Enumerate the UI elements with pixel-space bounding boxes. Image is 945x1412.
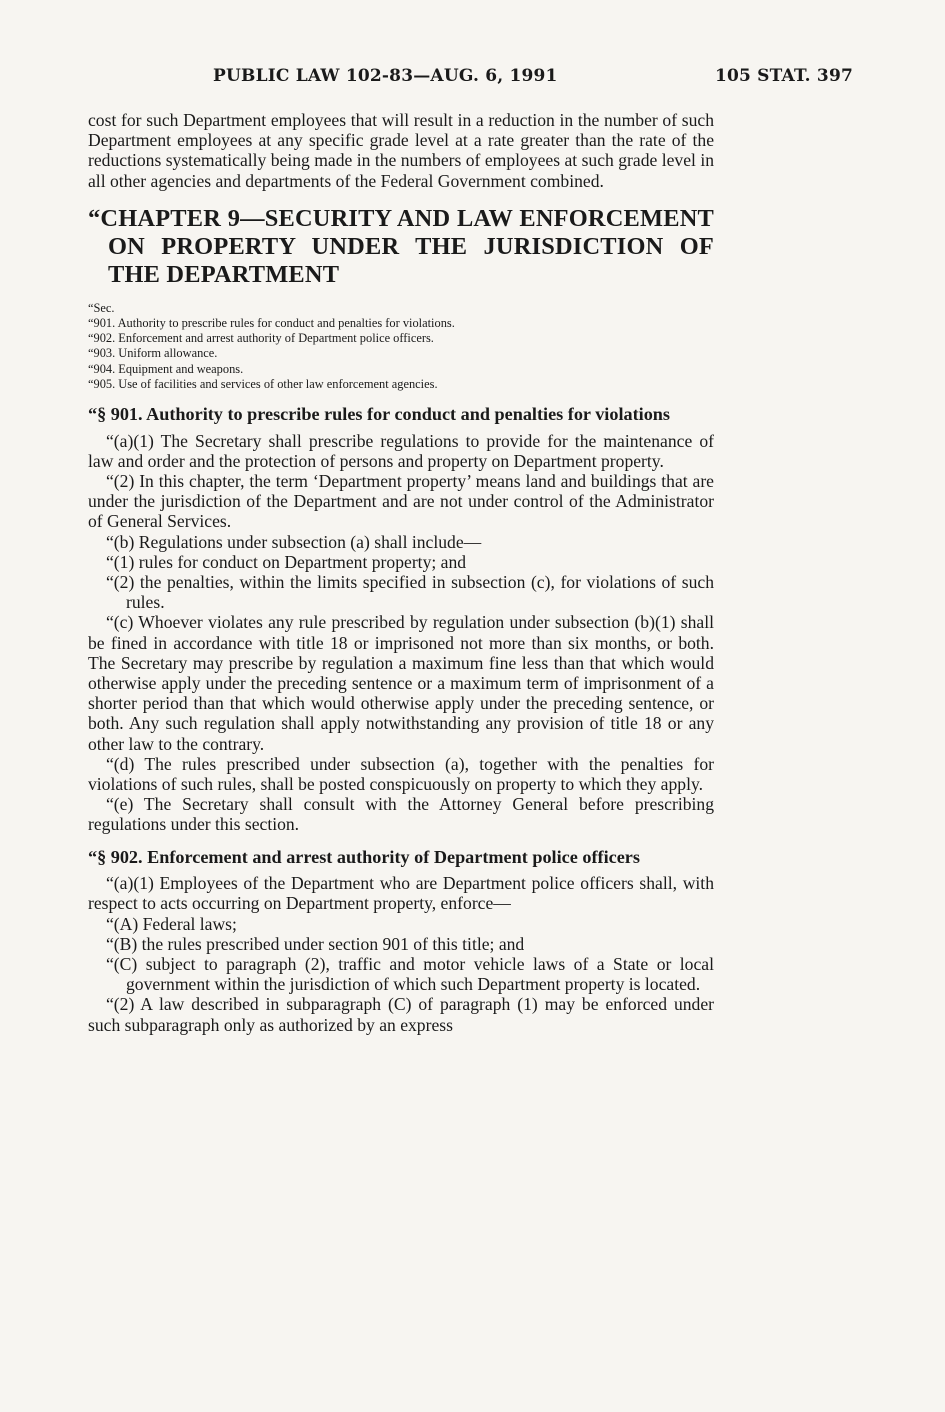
section-901-para-b1: “(1) rules for conduct on Department property; and	[106, 551, 467, 572]
section-902-heading: “§ 902. Enforcement and arrest authority of Department police officers	[88, 846, 640, 867]
header-page-ref: 105 STAT. 397	[714, 66, 853, 86]
intro-paragraph: cost for such Department employees that will result in a reduction in the number of such Department employees at any specific grade level at a rate greater than the rate of the reductions systematically being made in the numbers of employees at such grade level in all other agencies and departments of the Federal Government combined.	[88, 110, 714, 191]
toc-item-905: “905. Use of facilities and services of other law enforcement agencies.	[88, 376, 438, 391]
section-901-para-d: “(d) The rules prescribed under subsection (a), together with the penalties for violations of such rules, shall be posted conspicuously on property to which they apply.	[88, 753, 714, 794]
toc-item-901: “901. Authority to prescribe rules for conduct and penalties for violations.	[88, 316, 455, 331]
toc-item-903: “903. Uniform allowance.	[88, 346, 218, 361]
toc-item-902: “902. Enforcement and arrest authority of Department police officers.	[88, 331, 434, 346]
section-901-para-c: “(c) Whoever violates any rule prescribed by regulation under subsection (b)(1) shall be fined in accordance with title 18 or imprisoned not more than six months, or both. The Secretary may prescribe by regulation a maximum fine less than that which would otherwise apply under the preceding sentence or a maximum term of imprisonment of a shorter period than that which would otherwise apply under the preceding sentence, or both. Any such regulation shall apply notwithstanding any provision of title 18 or any other law to the contrary.	[88, 612, 714, 754]
section-902-para-a2: “(2) A law described in subparagraph (C) of paragraph (1) may be enforced under such subparagraph only as authorized by an express	[88, 994, 714, 1035]
section-902-para-C: “(C) subject to paragraph (2), traffic and motor vehicle laws of a State or local government within the jurisdiction of which such Department property is located.	[106, 953, 714, 995]
document-body	[88, 110, 714, 1035]
section-901-para-b2: “(2) the penalties, within the limits specified in subsection (c), for violations of such rules.	[106, 571, 714, 613]
section-table-of-contents	[88, 301, 714, 392]
section-901-heading: “§ 901. Authority to prescribe rules for conduct and penalties for violations	[88, 404, 670, 425]
section-901-para-a1: “(a)(1) The Secretary shall prescribe regulations to provide for the maintenance of law and order and the protection of persons and property on Department property.	[88, 430, 714, 471]
section-901-para-a2: “(2) In this chapter, the term ‘Department property’ means land and buildings that are under the jurisdiction of the Department and are not under control of the Administrator of General Services.	[88, 470, 714, 532]
section-902-para-a1: “(a)(1) Employees of the Department who are Department police officers shall, with respect to acts occurring on Department property, enforce—	[88, 873, 714, 914]
toc-label: “Sec.	[88, 300, 115, 315]
section-902-para-B: “(B) the rules prescribed under section 901 of this title; and	[106, 933, 525, 954]
header-title: PUBLIC LAW 102-83—AUG. 6, 1991	[213, 66, 558, 86]
section-901-para-e: “(e) The Secretary shall consult with the Attorney General before prescribing regulations under this section.	[88, 794, 714, 835]
running-header	[88, 66, 853, 90]
toc-item-904: “904. Equipment and weapons.	[88, 361, 244, 376]
chapter-heading: “CHAPTER 9—SECURITY AND LAW ENFORCEMENT ON PROPERTY UNDER THE JURISDICTION OF THE DEPARTMENT	[88, 204, 714, 288]
section-901-para-b: “(b) Regulations under subsection (a) shall include—	[106, 531, 482, 552]
section-902-para-A: “(A) Federal laws;	[106, 913, 237, 934]
